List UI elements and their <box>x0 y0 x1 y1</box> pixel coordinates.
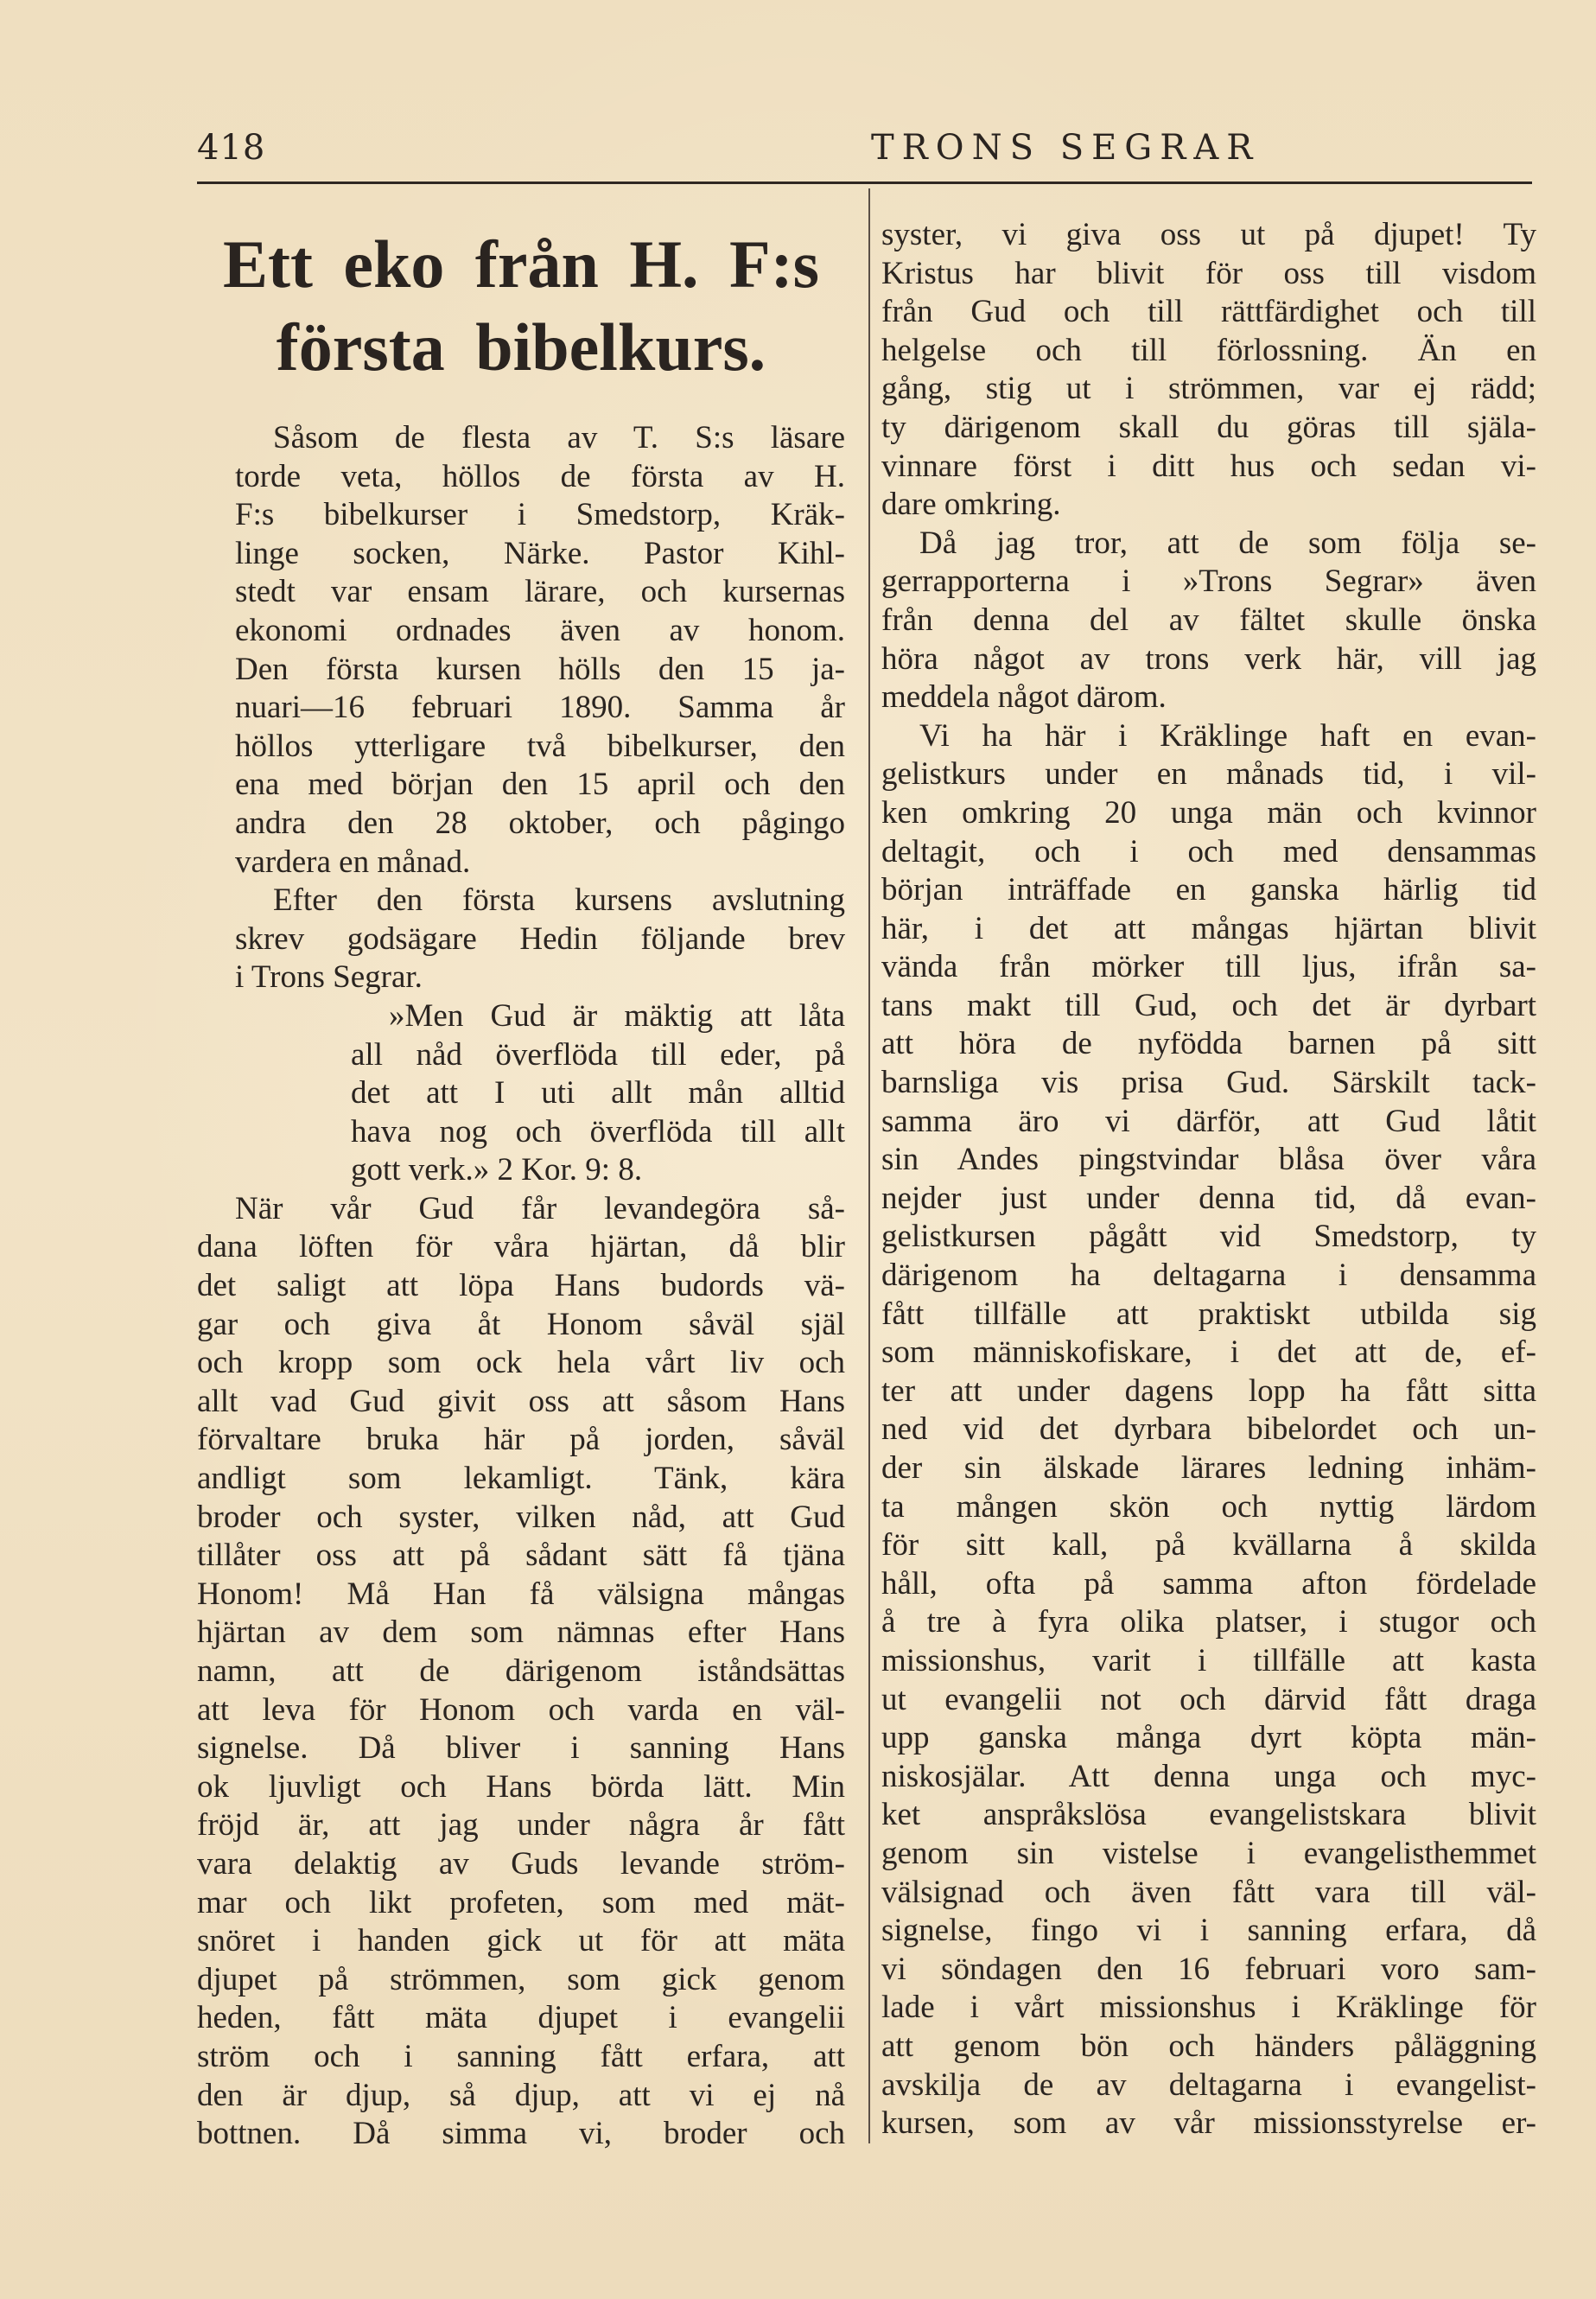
text-line: vardera en månad. <box>235 844 471 880</box>
text-line: och kropp som ock hela vårt liv och <box>197 1345 845 1381</box>
text-line: ken omkring 20 unga män och kvinnor <box>881 794 1536 831</box>
text-line: signelse. Då bliver i sanning Hans <box>197 1730 845 1767</box>
text-line: Vi ha här i Kräklinge haft en evan- <box>919 717 1536 754</box>
right-paragraph-3 <box>881 717 1536 2143</box>
text-line: att leva för Honom och varda en väl- <box>197 1691 845 1728</box>
text-line: snöret i handen gick ut för att mäta <box>197 1923 845 1959</box>
text-line: vända från mörker till ljus, ifrån sa- <box>881 949 1536 985</box>
text-line: dana löften för våra hjärtan, då blir <box>197 1229 845 1265</box>
text-line: Såsom de flesta av T. S:s läsare <box>273 420 845 455</box>
column-divider <box>868 188 870 2143</box>
text-line: ket anspråkslösa evangelistskara blivit <box>881 1797 1536 1833</box>
text-line: att genom bön och händers påläggning <box>881 2028 1536 2064</box>
text-line: syster, vi giva oss ut på djupet! Ty <box>881 217 1536 252</box>
letter-paragraph <box>197 1190 845 2154</box>
text-line: mar och likt profeten, som med mät- <box>197 1884 845 1920</box>
left-column <box>197 207 845 2154</box>
text-line: som människofiskare, i det att de, ef- <box>881 1334 1536 1371</box>
text-line: i Trons Segrar. <box>235 959 423 996</box>
running-title: TRONS SEGRAR <box>871 128 1261 168</box>
text-line: vara delaktig av Guds levande ström- <box>197 1845 845 1882</box>
text-line: F:s bibelkurser i Smedstorp, Kräk- <box>235 497 845 533</box>
right-paragraph-1 <box>881 216 1536 525</box>
text-line: tans makt till Gud, och det är dyrbart <box>881 987 1536 1023</box>
text-line: upp ganska många dyrt köpta män- <box>881 1720 1536 1756</box>
text-line: gott verk.» 2 Kor. 9: 8. <box>351 1152 643 1188</box>
text-line: broder och syster, vilken nåd, att Gud <box>197 1499 845 1535</box>
text-line: andra den 28 oktober, och pågingo <box>235 805 845 841</box>
text-line: ut evangelii not och därvid fått draga <box>881 1681 1536 1717</box>
text-line: sin Andes pingstvindar blåsa över våra <box>881 1142 1536 1178</box>
text-line: gelistkurs under en månads tid, i vil- <box>881 756 1536 793</box>
text-line: stedt var ensam lärare, och kursernas <box>235 574 845 610</box>
text-line: Den första kursen hölls den 15 ja- <box>235 651 845 687</box>
text-line: dare omkring. <box>881 487 1061 523</box>
text-line: höllos ytterligare två bibelkurser, den <box>235 728 845 764</box>
text-line: välsignad och även fått vara till väl- <box>881 1874 1536 1910</box>
text-line: Honom! Må Han få välsigna mångas <box>197 1576 845 1612</box>
text-line: gelistkursen pågått vid Smedstorp, ty <box>881 1219 1536 1255</box>
text-line: den är djup, så djup, att vi ej nå <box>197 2077 845 2113</box>
text-line: bottnen. Då simma vi, broder och <box>197 2116 845 2152</box>
text-line: torde veta, höllos de första av H. <box>235 458 845 494</box>
text-line: allt vad Gud givit oss att såsom Hans <box>197 1383 845 1419</box>
text-line: här, i det att mångas hjärtan blivit <box>881 910 1536 946</box>
text-line: gång, stig ut i strömmen, var ej rädd; <box>881 371 1536 407</box>
text-line: tillåter oss att på sådant sätt få tjäna <box>197 1538 845 1574</box>
text-line: der sin älskade lärares ledning inhäm- <box>881 1450 1536 1486</box>
text-line: hava nog och överflöda till allt <box>351 1113 845 1150</box>
text-line: kursen, som av vår missionsstyrelse er- <box>881 2105 1536 2142</box>
text-line: fröjd är, att jag under några år fått <box>197 1807 845 1844</box>
text-line: all nåd överflöda till eder, på <box>351 1036 845 1073</box>
text-line: gerrapporterna i »Trons Segrar» även <box>881 564 1536 600</box>
text-line: missionshus, varit i tillfälle att kasta <box>881 1642 1536 1678</box>
right-column <box>881 216 1536 2143</box>
text-line: skrev godsägare Hedin följande brev <box>235 920 845 957</box>
article-title-line: Ett eko från H. F:s <box>222 226 820 302</box>
text-line: helgelse och till förlossning. Än en <box>881 332 1536 368</box>
intro-paragraph <box>197 419 845 997</box>
text-line: nejder just under denna tid, då evan- <box>881 1180 1536 1216</box>
text-line: ty därigenom skall du göras till själa- <box>881 409 1536 445</box>
text-line: Då jag tror, att de som följa se- <box>919 525 1536 561</box>
text-line: förvaltare bruka här på jorden, såväl <box>197 1422 845 1458</box>
page-number: 418 <box>197 128 266 168</box>
text-line: därigenom ha deltagarna i densamma <box>881 1258 1536 1294</box>
text-line: ta mången skön och nyttig lärdom <box>881 1488 1536 1525</box>
text-line: När vår Gud får levandegöra så- <box>235 1190 845 1226</box>
scripture-quote <box>316 997 845 1190</box>
text-line: avskilja de av deltagarna i evangelist- <box>881 2067 1536 2103</box>
text-line: ström och i sanning fått erfara, att <box>197 2038 845 2074</box>
text-line: ekonomi ordnades även av honom. <box>235 612 845 648</box>
text-line: vi söndagen den 16 februari voro sam- <box>881 1951 1536 1987</box>
right-paragraph-2 <box>881 525 1536 717</box>
text-line: fått tillfälle att praktiskt utbilda sig <box>881 1296 1536 1332</box>
text-line: ter att under dagens lopp ha fått sitta <box>881 1372 1536 1409</box>
text-line: höra något av trons verk här, vill jag <box>881 640 1536 677</box>
text-line: Efter den första kursens avslutning <box>273 882 845 919</box>
text-line: början inträffade en ganska härlig tid <box>881 872 1536 908</box>
text-line: för sitt kall, på kvällarna å skilda <box>881 1527 1536 1563</box>
text-line: Kristus har blivit för oss till visdom <box>881 255 1536 291</box>
text-line: lade i vårt missionshus i Kräklinge för <box>881 1990 1536 2026</box>
text-line: samma äro vi därför, att Gud låtit <box>881 1103 1536 1139</box>
text-line: signelse, fingo vi i sanning erfara, då <box>881 1913 1536 1949</box>
text-line: det saligt att löpa Hans budords vä- <box>197 1268 845 1304</box>
text-line: »Men Gud är mäktig att låta <box>389 997 845 1034</box>
page-header <box>197 128 1529 173</box>
text-line: nuari—16 februari 1890. Samma år <box>235 690 845 726</box>
text-line: barnsliga vis prisa Gud. Särskilt tack- <box>881 1065 1536 1101</box>
article-title <box>197 207 845 389</box>
text-line: gar och giva åt Honom såväl själ <box>197 1306 845 1342</box>
text-line: djupet på strömmen, som gick genom <box>197 1961 845 1997</box>
text-line: andligt som lekamligt. Tänk, kära <box>197 1461 845 1497</box>
text-line: å tre à fyra olika platser, i stugor och <box>881 1604 1536 1640</box>
header-rule <box>197 182 1532 184</box>
text-line: det att I uti allt mån alltid <box>351 1075 845 1111</box>
text-line: niskosjälar. Att denna unga och myc- <box>881 1758 1536 1794</box>
text-line: heden, fått mäta djupet i evangelii <box>197 2000 845 2036</box>
text-line: meddela något därom. <box>881 679 1167 716</box>
text-line: ned vid det dyrbara bibelordet och un- <box>881 1411 1536 1448</box>
text-line: deltagit, och i och med densammas <box>881 833 1536 869</box>
article-title-line: första bibelkurs. <box>276 309 766 385</box>
text-line: från Gud och till rättfärdighet och till <box>881 294 1536 330</box>
text-line: hjärtan av dem som nämnas efter Hans <box>197 1614 845 1651</box>
text-line: namn, att de därigenom iståndsättas <box>197 1653 845 1689</box>
text-line: ena med början den 15 april och den <box>235 767 845 803</box>
text-line: ok ljuvligt och Hans börda lätt. Min <box>197 1768 845 1805</box>
text-line: genom sin vistelse i evangelisthemmet <box>881 1835 1536 1871</box>
text-line: från denna del av fältet skulle önska <box>881 602 1536 638</box>
text-line: håll, ofta på samma afton fördelade <box>881 1565 1536 1602</box>
text-line: linge socken, Närke. Pastor Kihl- <box>235 535 845 571</box>
text-line: vinnare först i ditt hus och sedan vi- <box>881 448 1536 484</box>
text-line: att höra de nyfödda barnen på sitt <box>881 1026 1536 1062</box>
